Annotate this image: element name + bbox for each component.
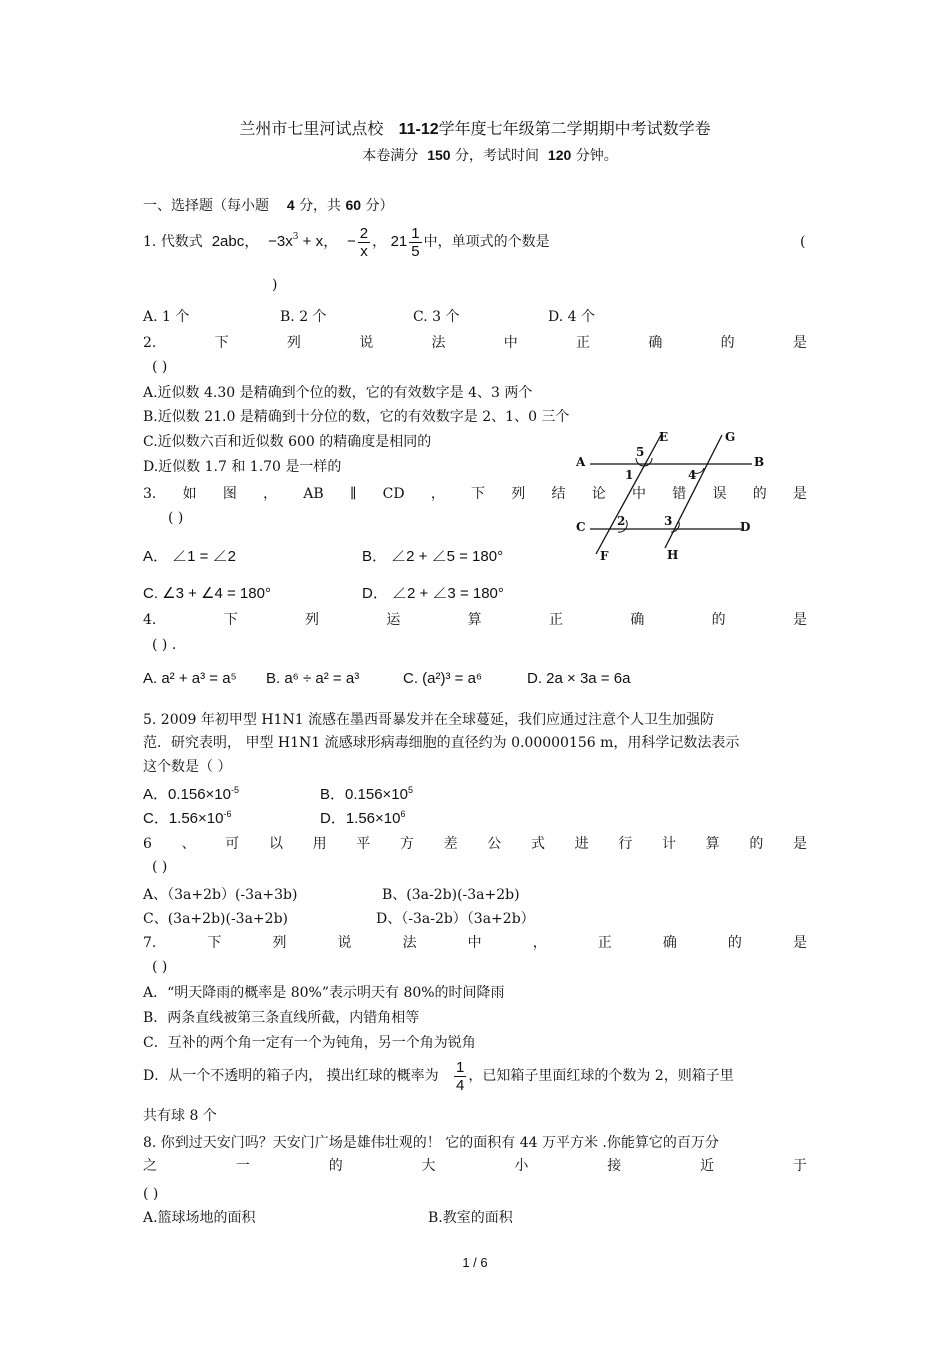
answer-paren-close: ) [272,277,278,293]
label-g: G [725,430,736,444]
option-d: D、（-3a-2b）（3a+2b） [376,911,535,927]
q-word: 的 [749,836,764,852]
full-score: 150 [427,147,451,163]
expr-2-tail: + x， [298,233,339,250]
option-d-part-1: D．从一个不透明的箱子内， 摸出红球的概率为 [143,1068,439,1084]
q-word: 3. [143,486,157,502]
q-word: 的 [727,935,742,951]
section-part-1: 一、选择题（每小题 [143,198,269,214]
q-word: 方 [399,836,414,852]
option-d: D． ∠2 + ∠3 = 180° [362,585,504,602]
q-word: 下 [471,486,486,502]
angle-label-3: 3 [664,514,673,528]
q-word: 是 [792,935,807,951]
q-word: 中 [631,486,646,502]
question-2 [143,334,807,352]
q-word: 正 [597,935,612,951]
title-part-1: 兰州市七里河试点校 [239,119,384,138]
q-word: 小 [514,1158,529,1174]
angle-label-4: 4 [688,468,697,482]
option-d [320,810,406,828]
points-each: 4 [286,197,295,213]
answer-paren: ( ) [143,1186,159,1202]
question-3 [143,485,807,503]
option-d: D. 4 个 [548,309,595,325]
option-b: B. 2 个 [280,309,327,325]
fraction-1-over-4 [454,1059,466,1094]
option-a [143,786,239,804]
angle-label-1: 1 [625,468,634,482]
minus-sign: − [347,233,356,250]
q-word: 法 [431,335,446,351]
info-part-2: 分，考试时间 [455,148,539,164]
q-word: 的 [328,1158,343,1174]
q-word: 下 [207,935,222,951]
option-a: A.篮球场地的面积 [143,1210,256,1226]
q-word: ∥ [349,486,357,502]
answer-paren: ( ) [152,359,168,375]
expr-2: −3x [268,233,293,250]
q-word: 进 [574,836,589,852]
section-part-2: 分，共 [299,198,342,214]
option-c-exponent: -6 [223,809,232,819]
question-7 [143,934,807,952]
q-word: 是 [792,486,807,502]
q-word: 之 [143,1158,157,1174]
q-word: 说 [337,935,352,951]
option-d-base: D．1.56×10 [320,810,401,827]
q-word: 列 [286,335,301,351]
option-b: B、(3a-2b)(-3a+2b) [382,887,520,903]
q-word: 中 [467,935,482,951]
option-b: B．两条直线被第三条直线所截，内错角相等 [143,1010,420,1026]
fraction-denominator: x [360,242,368,260]
question-5-line-3: 这个数是（ ） [143,759,232,775]
q-word: 大 [421,1158,436,1174]
q-word: 确 [630,612,645,628]
q-word: 以 [268,836,283,852]
question-number: 1. [143,234,157,250]
page-number: 1 / 6 [462,1255,488,1270]
q-word: 接 [607,1158,622,1174]
q-word: 于 [792,1158,807,1174]
q-word: 下 [214,335,229,351]
fraction-numerator: 1 [456,1058,465,1076]
option-b: B． ∠2 + ∠5 = 180° [362,548,504,565]
q-word: 用 [312,836,327,852]
q-word: CD [382,486,405,502]
question-6 [143,835,807,853]
option-c: C. (a²)³ = a⁶ [403,670,483,687]
answer-paren: ( ) [168,510,184,526]
option-b: B.教室的面积 [428,1210,513,1226]
option-a: A. a² + a³ = a⁵ [143,670,237,687]
option-d: D. 2a × 3a = 6a [527,670,631,687]
title-part-3: 学年度七年级第二学期期中考试数学卷 [438,119,711,138]
question-tail: 中，单项式的个数是 [423,234,550,250]
q-word: 可 [225,836,240,852]
angle-label-5: 5 [636,445,645,459]
q-word: 是 [792,612,807,628]
q-word: 是 [792,335,807,351]
q-word: AB [303,486,324,502]
exam-time: 120 [547,147,572,163]
q-word: 的 [711,612,726,628]
fraction-2-over-x [358,225,370,260]
q-word: 是 [793,836,807,852]
q-word: 确 [648,335,663,351]
question-lead: 代数式 [160,234,203,250]
exponent: 3 [292,232,299,242]
q-word: 2. [143,335,157,351]
q-word: 6 [143,836,152,852]
q-word: 的 [752,486,767,502]
question-1 [143,222,550,266]
answer-paren: ( ) [152,959,168,975]
option-b-base: B．0.156×10 [320,786,408,803]
option-d-continued: 共有球 8 个 [143,1108,217,1124]
mixed-number-whole: 21 [390,233,408,250]
q-word: ， [263,486,278,502]
q-word: 算 [467,612,482,628]
exam-info [0,146,950,165]
option-a: A．“明天降雨的概率是 80%”表示明天有 80%的时间降雨 [143,985,505,1001]
q-word: 计 [661,836,676,852]
q-word: 近 [700,1158,715,1174]
q-word: 列 [305,612,320,628]
info-part-3: 分钟。 [575,148,618,164]
option-a-exponent: -5 [231,785,240,795]
q-word: 如 [182,486,197,502]
option-d-exponent: 6 [400,809,406,819]
q-word: 法 [402,935,417,951]
q-word: 中 [503,335,518,351]
option-c: C. 3 个 [413,309,460,325]
comma: ， [372,234,387,250]
option-a: A、（3a+2b）(-3a+3b) [143,887,298,903]
option-c: C、(3a+2b)(-3a+2b) [143,911,288,927]
info-part-1: 本卷满分 [362,148,419,164]
q-word: 的 [720,335,735,351]
q-word: 论 [591,486,606,502]
q-word: 确 [662,935,677,951]
q-word: 公 [487,836,502,852]
fraction-denominator: 5 [411,242,420,260]
section-part-3: 分） [365,198,394,214]
q-word: 列 [272,935,287,951]
label-a: A [576,455,586,469]
fraction-numerator: 2 [359,224,369,242]
q-word: 正 [549,612,563,628]
q-word: 式 [530,836,545,852]
option-c-base: C．1.56×10 [143,810,224,827]
q-word: 说 [359,335,374,351]
option-c: C. ∠3 + ∠4 = 180° [143,585,271,602]
label-d: D [740,520,751,534]
answer-paren: ( ) [152,859,168,875]
q-word: 差 [443,836,458,852]
q-word: 错 [672,486,687,502]
label-e: E [659,430,669,444]
label-f: F [600,549,609,563]
angle-label-2: 2 [617,514,626,528]
q-word: 运 [386,612,401,628]
points-total: 60 [345,197,362,213]
label-c: C [576,520,586,534]
q-word: ， [430,486,445,502]
option-b [320,786,413,804]
q-word: 行 [618,836,633,852]
option-b-exponent: 5 [408,785,414,795]
expr-1: 2abc， [211,233,260,250]
q-word: 平 [356,836,371,852]
label-b: B [754,455,765,469]
option-c: C.近似数六百和近似数 600 的精确度是相同的 [143,434,432,450]
q-word: ， [532,935,547,951]
label-h: H [667,548,679,562]
option-d-part-2: ，已知箱子里面红球的个数为 2，则箱子里 [468,1068,734,1084]
q-word: 7. [143,935,157,951]
fraction-numerator: 1 [411,224,420,242]
fraction-denominator: 4 [456,1076,465,1094]
fraction-1-over-5 [409,225,421,260]
q-word: 图 [222,486,237,502]
option-d: D.近似数 1.7 和 1.70 是一样的 [143,459,342,475]
q-word: 结 [551,486,566,502]
option-c: C．互补的两个角一定有一个为钝角，另一个角为锐角 [143,1035,476,1051]
question-5-line-1: 5. 2009 年初甲型 H1N1 流感在墨西哥暴发并在全球蔓延，我们应通过注意个人卫生加强防 [143,712,715,728]
q-word: 算 [705,836,720,852]
question-4 [143,611,807,629]
q-word: 下 [223,612,238,628]
q-word: 误 [712,486,727,502]
answer-paren-open: ( [800,234,806,250]
option-b: B.近似数 21.0 是精确到十分位的数，它的有效数字是 2、1、0 三个 [143,409,570,425]
q-word: 一 [235,1158,250,1174]
q-word: 4. [143,612,157,628]
section-heading [143,196,394,215]
title-part-2: 11-12 [398,121,439,138]
option-c [143,810,232,828]
answer-paren: ( ) . [152,637,177,653]
option-d [143,1056,811,1096]
q-word: 、 [181,836,196,852]
question-8-line-2 [143,1157,807,1175]
question-5-line-2: 范．研究表明， 甲型 H1N1 流感球形病毒细胞的直径约为 0.00000156 m，用科学记数法表示 [143,735,740,751]
option-a: A. 1 个 [143,309,190,325]
q-word: 正 [576,335,591,351]
question-8-line-1: 8. 你到过天安门吗？天安门广场是雄伟壮观的！ 它的面积有 44 万平方米 .你能算它的百万分 [143,1135,719,1151]
option-b: B. a⁶ ÷ a² = a³ [266,670,360,687]
q-word: 列 [511,486,526,502]
option-a: A.近似数 4.30 是精确到个位的数，它的有效数字是 4、3 两个 [143,385,533,401]
option-a-base: A．0.156×10 [143,786,231,803]
option-a: A． ∠1 = ∠2 [143,548,236,565]
page-title [0,120,950,139]
